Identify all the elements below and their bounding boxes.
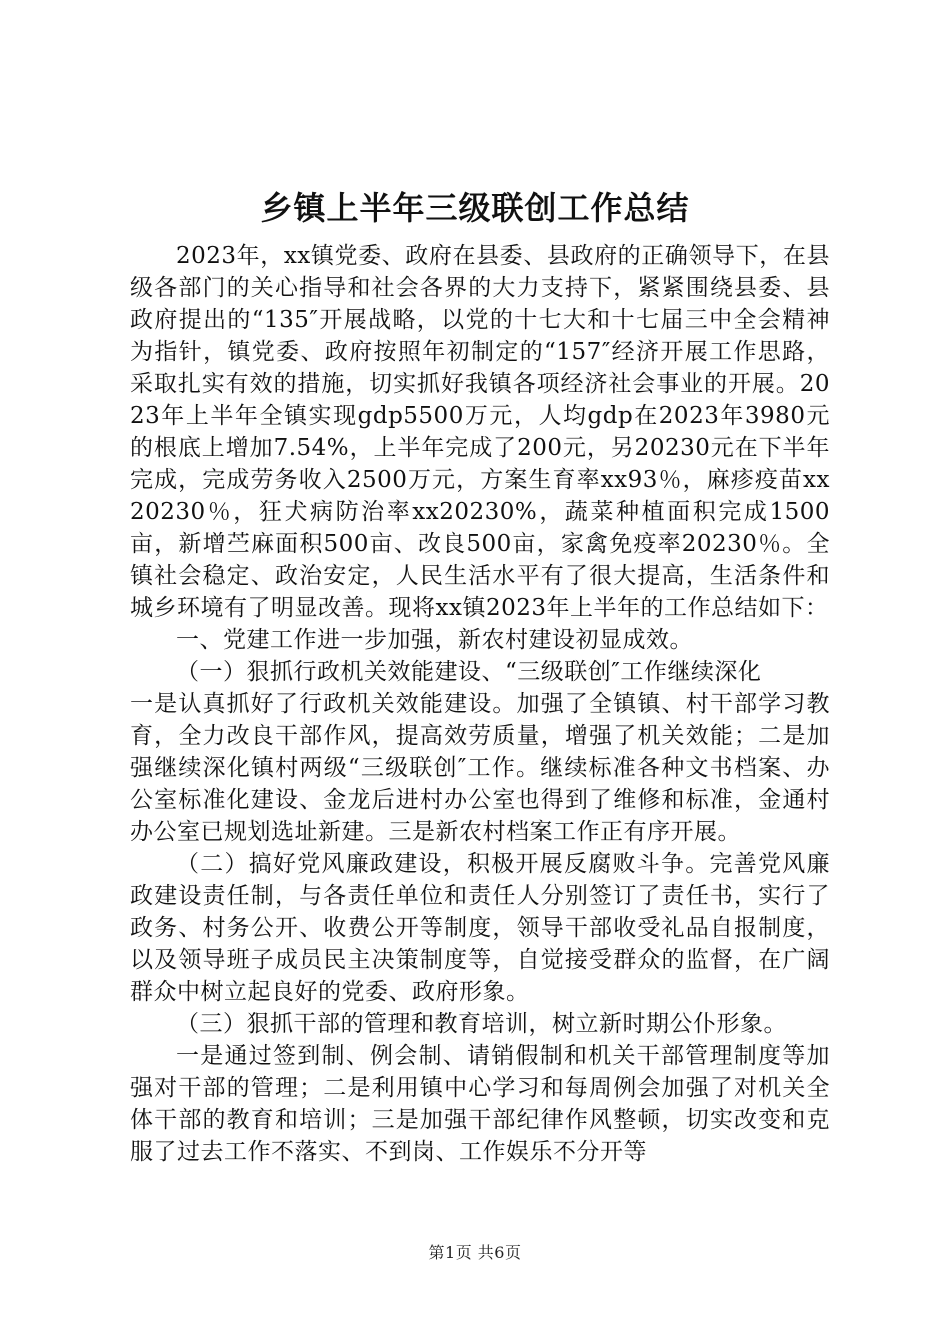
document-title: 乡镇上半年三级联创工作总结 [260, 189, 690, 227]
document-body [130, 240, 830, 1168]
paragraph-cadre-training: 一是通过签到制、例会制、请销假制和机关干部管理制度等加强对干部的管理；二是利用镇中心学习和每周例会加强了对机关全体干部的教育和培训；三是加强干部纪律作风整顿，切实改变和克服了过去工作不落实、不到岗、工作娱乐不分开等 [130, 1043, 830, 1165]
subsection-heading-cadre-training: （三）狠抓干部的管理和教育培训，树立新时期公仆形象。 [176, 1011, 787, 1037]
paragraph-efficiency: 一是认真抓好了行政机关效能建设。加强了全镇镇、村干部学习教育，全力改良干部作风，提高效劳质量，增强了机关效能；二是加强继续深化镇村两级“三级联创″工作。继续标准各种文书档案、办公室标准化建设、金龙后进村办公室也得到了维修和标准，金通村办公室已规划选址新建。三是新农村档案工作正有序开展。 [130, 691, 830, 845]
page-number-footer: 第1页 共6页 [428, 1243, 522, 1262]
paragraph-intro: 2023年，xx镇党委、政府在县委、县政府的正确领导下，在县级各部门的关心指导和社会各界的大力支持下，紧紧围绕县委、县政府提出的“135″开展战略，以党的十七大和十七届三中全会精神为指针，镇党委、政府按照年初制定的“157″经济开展工作思路，采取扎实有效的措施，切实抓好我镇各项经济社会事业的开展。2023年上半年全镇实现gdp5500万元，人均gdp在2023年3980元的根底上增加7.54%，上半年完成了200元，另20230元在下半年完成，完成劳务收入2500万元，方案生育率xx93％，麻疹疫苗xx20230％，狂犬病防治率xx20230%，蔬菜种植面积完成1500亩，新增苎麻面积500亩、改良500亩，家禽免疫率20230％。全镇社会稳定、政治安定，人民生活水平有了很大提高，生活条件和城乡环境有了明显改善。现将xx镇2023年上半年的工作总结如下： [130, 243, 830, 621]
section-heading-party-building: 一、党建工作进一步加强，新农村建设初显成效。 [176, 627, 693, 653]
paragraph-anti-corruption: （二）搞好党风廉政建设，积极开展反腐败斗争。完善党风廉政建设责任制，与各责任单位和责任人分别签订了责任书，实行了政务、村务公开、收费公开等制度，领导干部收受礼品自报制度，以及领导班子成员民主决策制度等，自觉接受群众的监督，在广阔群众中树立起良好的党委、政府形象。 [130, 851, 830, 1005]
subsection-heading-efficiency: （一）狠抓行政机关效能建设、“三级联创″工作继续深化 [176, 659, 762, 685]
